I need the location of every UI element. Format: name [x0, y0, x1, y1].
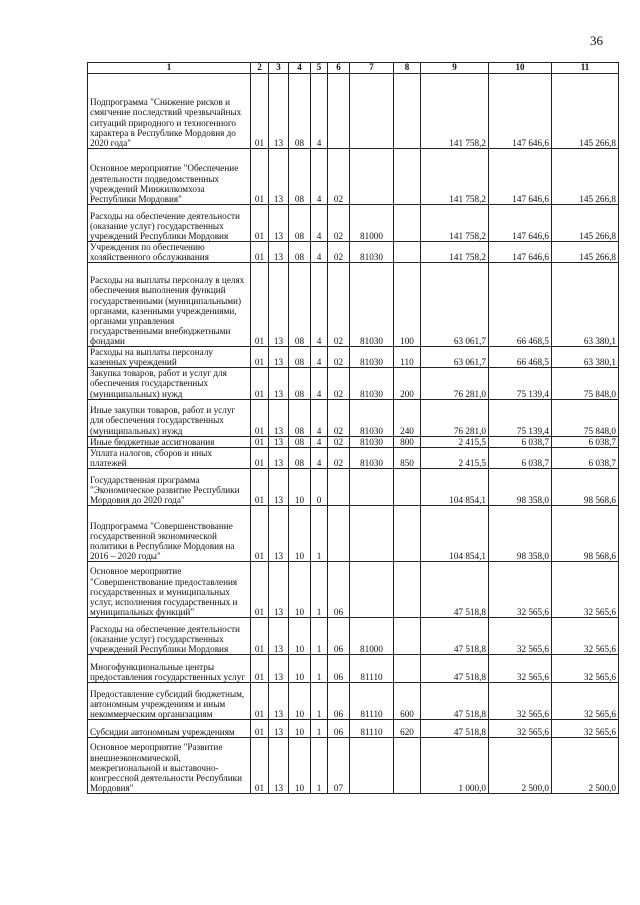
code-cell: 01	[251, 436, 269, 447]
code-cell: 01	[251, 148, 269, 204]
code-cell: 1	[311, 617, 328, 654]
amount-cell: 145 266,8	[552, 204, 619, 241]
table-row	[88, 654, 619, 682]
code-cell: 01	[251, 654, 269, 682]
amount-cell: 63 061,7	[421, 347, 489, 368]
amount-cell: 75 139,4	[489, 368, 552, 399]
amount-cell: 47 518,8	[421, 617, 489, 654]
amount-cell: 6 038,7	[552, 447, 619, 468]
page-number: 36	[590, 33, 603, 48]
code-cell: 4	[311, 368, 328, 399]
row-name-cell: Подпрограмма "Снижение рисков и смягчение последствий чрезвычайных ситуаций природного и техногенного характера в Республике Мордовия до 2020 года"	[88, 73, 251, 148]
code-cell: 13	[269, 368, 289, 399]
code-cell	[350, 737, 394, 793]
code-cell: 1	[311, 682, 328, 719]
table-row	[88, 505, 619, 561]
amount-cell: 6 038,7	[552, 436, 619, 447]
code-cell: 620	[394, 719, 421, 737]
amount-cell: 32 565,6	[489, 617, 552, 654]
amount-cell: 76 281,0	[421, 399, 489, 436]
code-cell: 01	[251, 617, 269, 654]
column-header: 10	[489, 63, 552, 74]
header-row	[88, 63, 619, 74]
table-row	[88, 447, 619, 468]
code-cell: 4	[311, 73, 328, 148]
amount-cell: 2 500,0	[489, 737, 552, 793]
code-cell	[394, 617, 421, 654]
amount-cell: 141 758,2	[421, 148, 489, 204]
code-cell: 13	[269, 505, 289, 561]
code-cell: 1	[311, 561, 328, 617]
table-row	[88, 436, 619, 447]
code-cell: 13	[269, 263, 289, 347]
code-cell	[394, 468, 421, 505]
code-cell: 01	[251, 204, 269, 241]
table-row	[88, 719, 619, 737]
code-cell: 4	[311, 347, 328, 368]
code-cell: 13	[269, 468, 289, 505]
row-name-cell: Иные бюджетные ассигнования	[88, 436, 251, 447]
code-cell: 4	[311, 204, 328, 241]
code-cell: 4	[311, 148, 328, 204]
code-cell: 06	[328, 682, 350, 719]
amount-cell: 6 038,7	[489, 447, 552, 468]
amount-cell: 47 518,8	[421, 719, 489, 737]
code-cell	[394, 148, 421, 204]
table-row	[88, 682, 619, 719]
code-cell: 1	[311, 737, 328, 793]
code-cell: 13	[269, 204, 289, 241]
amount-cell: 6 038,7	[489, 436, 552, 447]
row-name-cell: Учреждения по обеспечению хозяйственного обслуживания	[88, 241, 251, 262]
code-cell: 13	[269, 682, 289, 719]
table-row	[88, 617, 619, 654]
code-cell: 240	[394, 399, 421, 436]
table-row	[88, 263, 619, 347]
column-header: 7	[350, 63, 394, 74]
row-name-cell: Подпрограмма "Совершенствование государственной экономической политики в Республике Мордовия на 2016 – 2020 годы"	[88, 505, 251, 561]
amount-cell: 76 281,0	[421, 368, 489, 399]
code-cell	[350, 505, 394, 561]
code-cell: 4	[311, 399, 328, 436]
code-cell: 10	[289, 468, 311, 505]
code-cell: 02	[328, 399, 350, 436]
code-cell: 10	[289, 737, 311, 793]
column-header: 6	[328, 63, 350, 74]
code-cell: 13	[269, 617, 289, 654]
code-cell	[350, 468, 394, 505]
code-cell: 81030	[350, 347, 394, 368]
row-name-cell: Предоставление субсидий бюджетным, автономным учреждениям и иным некоммерческим организациям	[88, 682, 251, 719]
amount-cell: 98 568,6	[552, 505, 619, 561]
table-row	[88, 204, 619, 241]
amount-cell: 47 518,8	[421, 654, 489, 682]
row-name-cell: Иные закупки товаров, работ и услуг для обеспечения государственных (муниципальных) нужд	[88, 399, 251, 436]
code-cell: 13	[269, 73, 289, 148]
code-cell: 01	[251, 399, 269, 436]
code-cell: 13	[269, 399, 289, 436]
amount-cell: 75 848,0	[552, 399, 619, 436]
row-name-cell: Основное мероприятие "Развитие внешнеэкономической, межрегиональной и выставочно-конгрессной деятельности Республики Мордовия"	[88, 737, 251, 793]
code-cell: 06	[328, 654, 350, 682]
column-header: 8	[394, 63, 421, 74]
amount-cell: 2 415,5	[421, 447, 489, 468]
code-cell: 01	[251, 73, 269, 148]
amount-cell: 2 500,0	[552, 737, 619, 793]
code-cell: 02	[328, 204, 350, 241]
amount-cell: 145 266,8	[552, 73, 619, 148]
code-cell: 13	[269, 447, 289, 468]
code-cell: 81030	[350, 368, 394, 399]
code-cell: 81030	[350, 436, 394, 447]
code-cell: 01	[251, 561, 269, 617]
table-row	[88, 347, 619, 368]
code-cell	[350, 561, 394, 617]
code-cell: 01	[251, 347, 269, 368]
code-cell: 10	[289, 682, 311, 719]
amount-cell: 32 565,6	[489, 654, 552, 682]
column-header: 2	[251, 63, 269, 74]
code-cell: 08	[289, 148, 311, 204]
code-cell: 81030	[350, 241, 394, 262]
code-cell: 13	[269, 148, 289, 204]
code-cell	[328, 73, 350, 148]
code-cell: 81110	[350, 682, 394, 719]
code-cell: 10	[289, 719, 311, 737]
code-cell	[394, 73, 421, 148]
column-header: 1	[88, 63, 251, 74]
row-name-cell: Основное мероприятие "Обеспечение деятельности подведомственных учреждений Минжилкомхоза Республики Мордовия"	[88, 148, 251, 204]
row-name-cell: Государственная программа "Экономическое развитие Республики Мордовия до 2020 года"	[88, 468, 251, 505]
code-cell: 06	[328, 719, 350, 737]
amount-cell: 147 646,6	[489, 241, 552, 262]
code-cell: 800	[394, 436, 421, 447]
code-cell: 1	[311, 505, 328, 561]
code-cell	[394, 654, 421, 682]
column-header: 5	[311, 63, 328, 74]
code-cell: 02	[328, 436, 350, 447]
code-cell	[350, 148, 394, 204]
amount-cell: 32 565,6	[489, 561, 552, 617]
code-cell: 02	[328, 347, 350, 368]
amount-cell: 145 266,8	[552, 148, 619, 204]
code-cell: 13	[269, 737, 289, 793]
code-cell: 4	[311, 447, 328, 468]
amount-cell: 32 565,6	[552, 654, 619, 682]
amount-cell: 75 139,4	[489, 399, 552, 436]
code-cell: 81030	[350, 263, 394, 347]
code-cell	[328, 505, 350, 561]
code-cell: 10	[289, 505, 311, 561]
code-cell: 08	[289, 436, 311, 447]
amount-cell: 141 758,2	[421, 241, 489, 262]
row-name-cell: Уплата налогов, сборов и иных платежей	[88, 447, 251, 468]
code-cell: 08	[289, 204, 311, 241]
amount-cell: 63 061,7	[421, 263, 489, 347]
code-cell: 4	[311, 263, 328, 347]
code-cell: 81110	[350, 719, 394, 737]
code-cell: 01	[251, 447, 269, 468]
code-cell: 10	[289, 561, 311, 617]
amount-cell: 98 358,0	[489, 468, 552, 505]
amount-cell: 32 565,6	[552, 682, 619, 719]
code-cell	[350, 73, 394, 148]
amount-cell: 104 854,1	[421, 505, 489, 561]
amount-cell: 66 468,5	[489, 347, 552, 368]
table-row	[88, 73, 619, 148]
code-cell: 06	[328, 617, 350, 654]
amount-cell: 1 000,0	[421, 737, 489, 793]
code-cell: 13	[269, 347, 289, 368]
code-cell: 4	[311, 241, 328, 262]
code-cell: 01	[251, 737, 269, 793]
code-cell: 07	[328, 737, 350, 793]
code-cell: 81000	[350, 617, 394, 654]
code-cell: 81110	[350, 654, 394, 682]
amount-cell: 145 266,8	[552, 241, 619, 262]
table-row	[88, 561, 619, 617]
code-cell: 850	[394, 447, 421, 468]
row-name-cell: Закупка товаров, работ и услуг для обеспечения государственных (муниципальных) нужд	[88, 368, 251, 399]
row-name-cell: Расходы на обеспечение деятельности (оказание услуг) государственных учреждений Республики Мордовия	[88, 617, 251, 654]
column-header: 4	[289, 63, 311, 74]
code-cell: 08	[289, 368, 311, 399]
table-row	[88, 148, 619, 204]
column-header: 3	[269, 63, 289, 74]
code-cell: 200	[394, 368, 421, 399]
code-cell	[394, 241, 421, 262]
amount-cell: 63 380,1	[552, 347, 619, 368]
amount-cell: 141 758,2	[421, 204, 489, 241]
amount-cell: 75 848,0	[552, 368, 619, 399]
code-cell: 01	[251, 682, 269, 719]
row-name-cell: Расходы на выплаты персоналу в целях обеспечения выполнения функций государственными (муниципальными) органами, казенными учреждениями, органами управления государственными внебюджетными фондами	[88, 263, 251, 347]
code-cell: 01	[251, 263, 269, 347]
code-cell: 81030	[350, 447, 394, 468]
code-cell: 01	[251, 505, 269, 561]
code-cell: 01	[251, 368, 269, 399]
table-row	[88, 399, 619, 436]
row-name-cell: Многофункциональные центры предоставления государственных услуг	[88, 654, 251, 682]
code-cell: 02	[328, 368, 350, 399]
code-cell: 08	[289, 347, 311, 368]
code-cell: 13	[269, 241, 289, 262]
table-body	[88, 73, 619, 793]
code-cell: 08	[289, 241, 311, 262]
code-cell: 02	[328, 241, 350, 262]
table-row	[88, 241, 619, 262]
code-cell: 0	[311, 468, 328, 505]
code-cell: 1	[311, 719, 328, 737]
code-cell	[394, 204, 421, 241]
amount-cell: 47 518,8	[421, 682, 489, 719]
code-cell	[394, 561, 421, 617]
amount-cell: 141 758,2	[421, 73, 489, 148]
code-cell: 01	[251, 241, 269, 262]
code-cell: 13	[269, 719, 289, 737]
code-cell: 13	[269, 654, 289, 682]
code-cell: 81030	[350, 399, 394, 436]
amount-cell: 98 568,6	[552, 468, 619, 505]
code-cell: 02	[328, 148, 350, 204]
code-cell: 100	[394, 263, 421, 347]
code-cell: 13	[269, 561, 289, 617]
amount-cell: 32 565,6	[552, 617, 619, 654]
amount-cell: 147 646,6	[489, 148, 552, 204]
code-cell: 01	[251, 468, 269, 505]
amount-cell: 104 854,1	[421, 468, 489, 505]
code-cell	[394, 737, 421, 793]
amount-cell: 98 358,0	[489, 505, 552, 561]
table-row	[88, 368, 619, 399]
code-cell: 08	[289, 447, 311, 468]
code-cell: 02	[328, 263, 350, 347]
amount-cell: 147 646,6	[489, 73, 552, 148]
amount-cell: 32 565,6	[489, 719, 552, 737]
code-cell: 10	[289, 654, 311, 682]
column-header: 9	[421, 63, 489, 74]
amount-cell: 47 518,8	[421, 561, 489, 617]
code-cell: 81000	[350, 204, 394, 241]
amount-cell: 147 646,6	[489, 204, 552, 241]
code-cell: 08	[289, 263, 311, 347]
code-cell: 08	[289, 73, 311, 148]
table-row	[88, 468, 619, 505]
code-cell: 4	[311, 436, 328, 447]
amount-cell: 63 380,1	[552, 263, 619, 347]
row-name-cell: Расходы на выплаты персоналу казенных учреждений	[88, 347, 251, 368]
amount-cell: 66 468,5	[489, 263, 552, 347]
code-cell: 1	[311, 654, 328, 682]
code-cell: 06	[328, 561, 350, 617]
amount-cell: 32 565,6	[489, 682, 552, 719]
table-row	[88, 737, 619, 793]
code-cell: 01	[251, 719, 269, 737]
code-cell: 110	[394, 347, 421, 368]
code-cell	[394, 505, 421, 561]
column-header: 11	[552, 63, 619, 74]
row-name-cell: Субсидии автономным учреждениям	[88, 719, 251, 737]
code-cell	[328, 468, 350, 505]
code-cell: 08	[289, 399, 311, 436]
code-cell: 13	[269, 436, 289, 447]
row-name-cell: Основное мероприятие "Совершенствование предоставления государственных и муниципальных услуг, исполнения государственных и муниципальных функций"	[88, 561, 251, 617]
code-cell: 600	[394, 682, 421, 719]
amount-cell: 32 565,6	[552, 719, 619, 737]
amount-cell: 2 415,5	[421, 436, 489, 447]
row-name-cell: Расходы на обеспечение деятельности (оказание услуг) государственных учреждений Республики Мордовия	[88, 204, 251, 241]
budget-table	[87, 62, 619, 794]
code-cell: 10	[289, 617, 311, 654]
code-cell: 02	[328, 447, 350, 468]
amount-cell: 32 565,6	[552, 561, 619, 617]
